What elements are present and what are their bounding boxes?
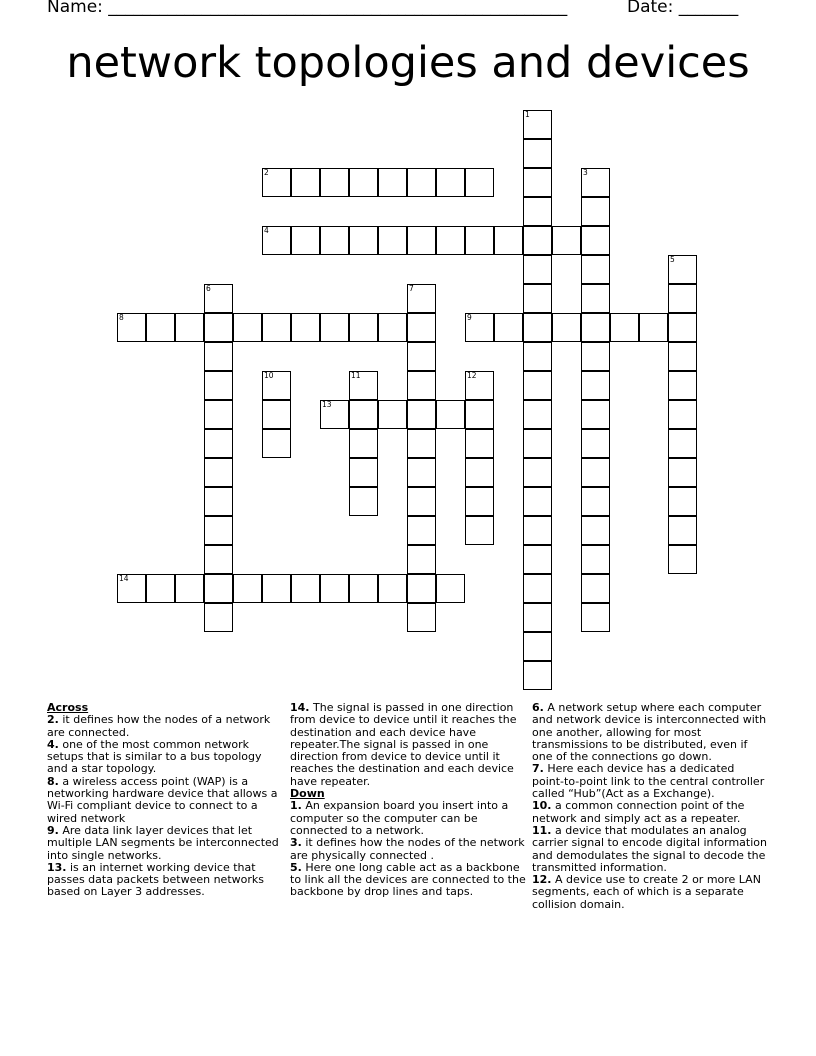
- grid-cell[interactable]: [320, 168, 349, 197]
- grid-cell[interactable]: [407, 516, 436, 545]
- grid-cell[interactable]: [291, 226, 320, 255]
- grid-cell[interactable]: [523, 313, 552, 342]
- grid-cell[interactable]: [233, 313, 262, 342]
- grid-cell[interactable]: [436, 574, 465, 603]
- grid-cell[interactable]: [349, 371, 378, 400]
- grid-cell[interactable]: [262, 313, 291, 342]
- grid-cell[interactable]: [204, 371, 233, 400]
- grid-cell[interactable]: [204, 313, 233, 342]
- grid-cell[interactable]: [668, 342, 697, 371]
- grid-cell[interactable]: [465, 371, 494, 400]
- grid-cell[interactable]: [378, 313, 407, 342]
- grid-cell[interactable]: [436, 400, 465, 429]
- clue-down-10: 10. a common connection point of the network and simply act as a repeater.: [532, 799, 745, 825]
- clue-number: 13: [322, 400, 332, 409]
- grid-cell[interactable]: [523, 458, 552, 487]
- grid-cell[interactable]: [146, 313, 175, 342]
- grid-cell[interactable]: [523, 429, 552, 458]
- grid-cell[interactable]: [320, 226, 349, 255]
- grid-cell[interactable]: [407, 458, 436, 487]
- clue-number: 12: [467, 371, 477, 380]
- grid-cell[interactable]: [523, 661, 552, 690]
- grid-cell[interactable]: [146, 574, 175, 603]
- grid-cell[interactable]: [407, 313, 436, 342]
- clue-number: 3: [583, 168, 588, 177]
- grid-cell[interactable]: [465, 313, 494, 342]
- grid-cell[interactable]: [262, 371, 291, 400]
- grid-cell[interactable]: [523, 516, 552, 545]
- grid-cell[interactable]: [523, 342, 552, 371]
- grid-cell[interactable]: [407, 603, 436, 632]
- clue-across-13: 13. is an internet working device that passes data packets between networks based on Layer 3 addresses.: [47, 860, 264, 899]
- grid-cell[interactable]: [378, 226, 407, 255]
- grid-cell[interactable]: [436, 226, 465, 255]
- grid-cell[interactable]: [581, 197, 610, 226]
- grid-cell[interactable]: [204, 400, 233, 429]
- grid-cell[interactable]: [668, 284, 697, 313]
- grid-cell[interactable]: [523, 603, 552, 632]
- grid-cell[interactable]: [523, 226, 552, 255]
- clue-down-3: 3. it defines how the nodes of the network are physically connected .: [290, 836, 525, 862]
- grid-cell[interactable]: [523, 400, 552, 429]
- grid-cell[interactable]: [581, 342, 610, 371]
- grid-cell[interactable]: [349, 458, 378, 487]
- grid-cell[interactable]: [204, 487, 233, 516]
- clue-across-8: 8. a wireless access point (WAP) is a networking hardware device that allows a Wi-Fi compliant device to connect to a wired network: [47, 774, 278, 825]
- grid-cell[interactable]: [378, 574, 407, 603]
- grid-cell[interactable]: [204, 342, 233, 371]
- grid-cell[interactable]: [378, 400, 407, 429]
- grid-cell[interactable]: [668, 255, 697, 284]
- grid-cell[interactable]: [668, 371, 697, 400]
- grid-cell[interactable]: [668, 458, 697, 487]
- across-heading: Across: [47, 701, 89, 714]
- grid-cell[interactable]: [552, 226, 581, 255]
- grid-cell[interactable]: [668, 429, 697, 458]
- clues-column-3: [532, 702, 768, 911]
- clue-number: 2: [264, 168, 269, 177]
- grid-cell[interactable]: [581, 255, 610, 284]
- grid-cell[interactable]: [407, 574, 436, 603]
- grid-cell[interactable]: [494, 226, 523, 255]
- grid-cell[interactable]: [262, 168, 291, 197]
- grid-cell[interactable]: [523, 632, 552, 661]
- puzzle-title: network topologies and devices: [66, 38, 750, 88]
- grid-cell[interactable]: [581, 313, 610, 342]
- down-heading: Down: [290, 787, 325, 801]
- clue-down-6: 6. A network setup where each computer and network device is interconnected with one another, allowing for most transmissions to be distributed, even if one of the connections go down.: [532, 701, 767, 764]
- grid-cell[interactable]: [465, 487, 494, 516]
- clue-down-11: 11. a device that modulates an analog carrier signal to encode digital information and demodulates the signal to decode the transmitted information.: [532, 823, 767, 874]
- grid-cell[interactable]: [523, 110, 552, 139]
- grid-cell[interactable]: [523, 255, 552, 284]
- grid-cell[interactable]: [581, 545, 610, 574]
- grid-cell[interactable]: [117, 574, 146, 603]
- grid-cell[interactable]: [581, 574, 610, 603]
- clue-across-14: 14. The signal is passed in one direction from device to device until it reaches the destination and each device have repeater.The signal is passed in one direction from device to device until it reaches the destination and each device have repeater.: [290, 701, 517, 788]
- clues-column-2: [290, 702, 526, 899]
- grid-cell[interactable]: [668, 487, 697, 516]
- grid-cell[interactable]: [465, 516, 494, 545]
- grid-cell[interactable]: [320, 574, 349, 603]
- clue-number: 14: [119, 574, 129, 583]
- clue-down-7: 7. Here each device has a dedicated point-to-point link to the central controller called “Hub”(Act as a Exchange).: [532, 762, 765, 801]
- grid-cell[interactable]: [668, 516, 697, 545]
- clue-across-2: 2. it defines how the nodes of a network are connected.: [47, 713, 271, 739]
- grid-cell[interactable]: [204, 429, 233, 458]
- grid-cell[interactable]: [581, 168, 610, 197]
- grid-cell[interactable]: [320, 400, 349, 429]
- grid-cell[interactable]: [581, 371, 610, 400]
- clue-number: 11: [351, 371, 361, 380]
- date-field-label: Date: _______: [627, 0, 739, 17]
- grid-cell[interactable]: [407, 429, 436, 458]
- clue-number: 4: [264, 226, 269, 235]
- grid-cell[interactable]: [523, 139, 552, 168]
- grid-cell[interactable]: [291, 168, 320, 197]
- clue-number: 6: [206, 284, 211, 293]
- grid-cell[interactable]: [204, 574, 233, 603]
- grid-cell[interactable]: [378, 168, 407, 197]
- grid-cell[interactable]: [204, 603, 233, 632]
- clue-down-1: 1. An expansion board you insert into a computer so the computer can be connected to a network.: [290, 799, 509, 837]
- clue-number: 7: [409, 284, 414, 293]
- grid-cell[interactable]: [407, 342, 436, 371]
- grid-cell[interactable]: [349, 168, 378, 197]
- clue-number: 1: [525, 110, 530, 119]
- name-field-label: Name: ______________________________________________________: [47, 0, 568, 17]
- grid-cell[interactable]: [639, 313, 668, 342]
- grid-cell[interactable]: [262, 429, 291, 458]
- grid-cell[interactable]: [465, 429, 494, 458]
- grid-cell[interactable]: [407, 545, 436, 574]
- clue-across-4: 4. one of the most common network setups that is similar to a bus topology and a star topology.: [47, 737, 262, 776]
- grid-cell[interactable]: [349, 400, 378, 429]
- grid-cell[interactable]: [668, 313, 697, 342]
- grid-cell[interactable]: [523, 284, 552, 313]
- grid-cell[interactable]: [523, 168, 552, 197]
- grid-cell[interactable]: [523, 574, 552, 603]
- grid-cell[interactable]: [407, 400, 436, 429]
- grid-cell[interactable]: [204, 284, 233, 313]
- clues-column-1: [47, 702, 282, 899]
- grid-cell[interactable]: [436, 168, 465, 197]
- grid-cell[interactable]: [117, 313, 146, 342]
- grid-cell[interactable]: [175, 574, 204, 603]
- clue-across-9: 9. Are data link layer devices that let multiple LAN segments be interconnected into single networks.: [47, 823, 279, 862]
- grid-cell[interactable]: [349, 574, 378, 603]
- grid-cell[interactable]: [465, 168, 494, 197]
- grid-cell[interactable]: [204, 516, 233, 545]
- grid-cell[interactable]: [523, 197, 552, 226]
- grid-cell[interactable]: [552, 313, 581, 342]
- grid-cell[interactable]: [523, 487, 552, 516]
- clue-number: 10: [264, 371, 274, 380]
- grid-cell[interactable]: [581, 458, 610, 487]
- grid-cell[interactable]: [407, 371, 436, 400]
- grid-cell[interactable]: [349, 487, 378, 516]
- grid-cell[interactable]: [581, 516, 610, 545]
- grid-cell[interactable]: [668, 400, 697, 429]
- grid-cell[interactable]: [291, 313, 320, 342]
- grid-cell[interactable]: [610, 313, 639, 342]
- grid-cell[interactable]: [668, 545, 697, 574]
- grid-cell[interactable]: [262, 400, 291, 429]
- grid-cell[interactable]: [262, 574, 291, 603]
- grid-cell[interactable]: [407, 284, 436, 313]
- grid-cell[interactable]: [204, 545, 233, 574]
- grid-cell[interactable]: [465, 458, 494, 487]
- grid-cell[interactable]: [465, 226, 494, 255]
- grid-cell[interactable]: [407, 226, 436, 255]
- clue-down-12: 12. A device use to create 2 or more LAN segments, each of which is a separate collision domain.: [532, 873, 761, 911]
- clue-number: 5: [670, 255, 675, 264]
- grid-cell[interactable]: [465, 400, 494, 429]
- grid-cell[interactable]: [349, 313, 378, 342]
- grid-cell[interactable]: [407, 487, 436, 516]
- grid-cell[interactable]: [581, 429, 610, 458]
- grid-cell[interactable]: [581, 284, 610, 313]
- grid-cell[interactable]: [581, 603, 610, 632]
- grid-cell[interactable]: [581, 487, 610, 516]
- clue-number: 9: [467, 313, 472, 322]
- grid-cell[interactable]: [175, 313, 204, 342]
- clue-number: 8: [119, 313, 124, 322]
- grid-cell[interactable]: [581, 226, 610, 255]
- grid-cell[interactable]: [407, 168, 436, 197]
- grid-cell[interactable]: [581, 400, 610, 429]
- grid-cell[interactable]: [262, 226, 291, 255]
- grid-cell[interactable]: [523, 545, 552, 574]
- grid-cell[interactable]: [349, 226, 378, 255]
- grid-cell[interactable]: [494, 313, 523, 342]
- grid-cell[interactable]: [204, 458, 233, 487]
- grid-cell[interactable]: [291, 574, 320, 603]
- grid-cell[interactable]: [233, 574, 262, 603]
- grid-cell[interactable]: [320, 313, 349, 342]
- grid-cell[interactable]: [349, 429, 378, 458]
- clue-down-5: 5. Here one long cable act as a backbone to link all the devices are connected to the backbone by drop lines and taps.: [290, 860, 526, 899]
- grid-cell[interactable]: [523, 371, 552, 400]
